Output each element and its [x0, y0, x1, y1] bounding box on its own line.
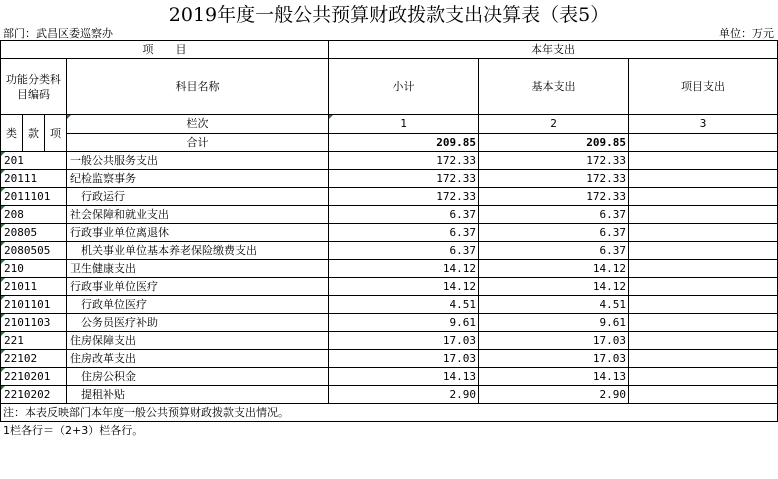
- basic-value: 172.33: [479, 188, 629, 206]
- subject-name: 卫生健康支出: [67, 260, 329, 278]
- table-row: [1, 224, 778, 242]
- subject-name: 行政单位医疗: [67, 296, 329, 314]
- subject-code: 221: [1, 332, 67, 350]
- subtotal-value: 17.03: [329, 350, 479, 368]
- basic-value: 2.90: [479, 386, 629, 404]
- project-value: [629, 350, 778, 368]
- subject-code: 2011101: [1, 188, 67, 206]
- header-func-code: 功能分类科目编码: [1, 59, 67, 115]
- subtotal-value: 172.33: [329, 152, 479, 170]
- basic-value: 4.51: [479, 296, 629, 314]
- subject-code: 2210201: [1, 368, 67, 386]
- total-subtotal: 209.85: [329, 133, 479, 152]
- subject-code: 20111: [1, 170, 67, 188]
- subtotal-value: 172.33: [329, 188, 479, 206]
- subject-code: 2101103: [1, 314, 67, 332]
- project-value: [629, 242, 778, 260]
- expenditure-table: [0, 40, 778, 422]
- subject-name: 提租补贴: [67, 386, 329, 404]
- basic-value: 172.33: [479, 170, 629, 188]
- basic-value: 6.37: [479, 224, 629, 242]
- footnote-1-cell: 注：本表反映部门本年度一般公共预算财政拨款支出情况。: [1, 404, 778, 422]
- basic-value: 14.12: [479, 278, 629, 296]
- subject-name: 住房公积金: [67, 368, 329, 386]
- subject-name: 行政事业单位医疗: [67, 278, 329, 296]
- project-value: [629, 386, 778, 404]
- subtotal-value: 9.61: [329, 314, 479, 332]
- project-value: [629, 314, 778, 332]
- table-row: [1, 296, 778, 314]
- total-basic: 209.85: [479, 133, 629, 152]
- table-row: [1, 188, 778, 206]
- table-row: [1, 314, 778, 332]
- col-number-2: 2: [479, 115, 629, 134]
- table-row: [1, 242, 778, 260]
- basic-value: 9.61: [479, 314, 629, 332]
- project-value: [629, 296, 778, 314]
- subject-code: 2210202: [1, 386, 67, 404]
- basic-value: 6.37: [479, 242, 629, 260]
- basic-value: 17.03: [479, 332, 629, 350]
- project-value: [629, 224, 778, 242]
- project-value: [629, 152, 778, 170]
- subtotal-value: 2.90: [329, 386, 479, 404]
- footnote-2: 1栏各行＝（2+3）栏各行。: [3, 424, 144, 437]
- table-row: [1, 152, 778, 170]
- total-project: [629, 133, 778, 152]
- header-subtotal: 小计: [329, 59, 479, 115]
- subject-name: 一般公共服务支出: [67, 152, 329, 170]
- basic-value: 6.37: [479, 206, 629, 224]
- header-row-2: [1, 59, 778, 115]
- table-row: [1, 350, 778, 368]
- project-value: [629, 368, 778, 386]
- subject-name: 社会保障和就业支出: [67, 206, 329, 224]
- subtotal-value: 172.33: [329, 170, 479, 188]
- basic-value: 14.13: [479, 368, 629, 386]
- subject-name: 行政事业单位离退休: [67, 224, 329, 242]
- subject-name: 住房保障支出: [67, 332, 329, 350]
- header-subject-name: 科目名称: [67, 59, 329, 115]
- subject-code: 201: [1, 152, 67, 170]
- subject-code: 22102: [1, 350, 67, 368]
- subject-code: 2101101: [1, 296, 67, 314]
- table-row: [1, 368, 778, 386]
- subtotal-value: 14.13: [329, 368, 479, 386]
- subject-code: 210: [1, 260, 67, 278]
- total-row: [1, 133, 778, 152]
- table-row: [1, 278, 778, 296]
- col-number-3: 3: [629, 115, 778, 134]
- subject-name: 行政运行: [67, 188, 329, 206]
- department-label: 部门：武昌区委巡察办: [3, 27, 113, 40]
- project-value: [629, 278, 778, 296]
- basic-value: 172.33: [479, 152, 629, 170]
- header-row-1: [1, 41, 778, 59]
- header-basic: 基本支出: [479, 59, 629, 115]
- header-kuan: 款: [23, 115, 45, 152]
- project-value: [629, 188, 778, 206]
- subtotal-value: 6.37: [329, 206, 479, 224]
- total-label: 合计: [67, 133, 329, 152]
- project-value: [629, 260, 778, 278]
- subject-code: 208: [1, 206, 67, 224]
- subtotal-value: 6.37: [329, 224, 479, 242]
- table-row: [1, 206, 778, 224]
- col-number-1: 1: [329, 115, 479, 134]
- table-row: [1, 170, 778, 188]
- subject-code: 2080505: [1, 242, 67, 260]
- basic-value: 14.12: [479, 260, 629, 278]
- basic-value: 17.03: [479, 350, 629, 368]
- header-project-exp: 项目支出: [629, 59, 778, 115]
- project-value: [629, 170, 778, 188]
- subject-code: 21011: [1, 278, 67, 296]
- unit-label: 单位：万元: [719, 27, 774, 40]
- header-xiang: 项: [45, 115, 67, 152]
- header-row-3: [1, 115, 778, 134]
- project-value: [629, 332, 778, 350]
- table-title: 2019年度一般公共预算财政拨款支出决算表（表5）: [168, 4, 610, 26]
- table-row: [1, 332, 778, 350]
- subtotal-value: 4.51: [329, 296, 479, 314]
- table-row: [1, 386, 778, 404]
- subject-name: 住房改革支出: [67, 350, 329, 368]
- column-order-label: 栏次: [67, 115, 329, 134]
- header-lei: 类: [1, 115, 23, 152]
- subtotal-value: 14.12: [329, 260, 479, 278]
- subject-name: 纪检监察事务: [67, 170, 329, 188]
- project-value: [629, 206, 778, 224]
- header-project: 项 目: [1, 41, 329, 59]
- table-row: [1, 260, 778, 278]
- subtotal-value: 17.03: [329, 332, 479, 350]
- subtotal-value: 6.37: [329, 242, 479, 260]
- subject-name: 机关事业单位基本养老保险缴费支出: [67, 242, 329, 260]
- subject-code: 20805: [1, 224, 67, 242]
- header-current-year: 本年支出: [329, 41, 778, 59]
- subject-name: 公务员医疗补助: [67, 314, 329, 332]
- subtotal-value: 14.12: [329, 278, 479, 296]
- footnote-row: [1, 404, 778, 422]
